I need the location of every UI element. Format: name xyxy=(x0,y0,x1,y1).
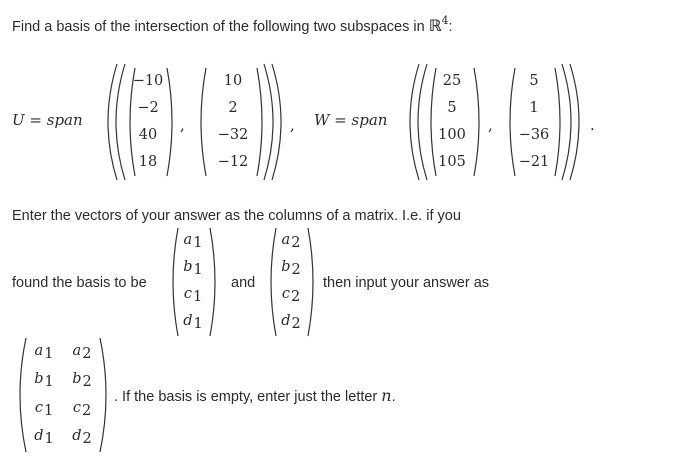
example-vec2-right-paren xyxy=(306,226,318,338)
matrix-entry: d2 xyxy=(72,428,92,447)
vector-entry: 2 xyxy=(228,100,238,117)
instructions-then: then input your answer as xyxy=(323,275,490,291)
u-vector-2 xyxy=(212,68,254,176)
vector-entry: 40 xyxy=(138,127,158,144)
comma: , xyxy=(180,116,185,134)
u-vector-1 xyxy=(130,68,166,176)
vector-entry: 100 xyxy=(438,127,466,144)
vector-entry: a1 xyxy=(183,231,203,251)
vector-entry: 25 xyxy=(442,73,462,90)
empty-suffix: . xyxy=(391,389,396,405)
subspace-w-label xyxy=(314,111,387,129)
space-dimension: 4 xyxy=(441,14,449,27)
instructions-empty xyxy=(114,386,396,405)
matrix-entry: b1 xyxy=(34,371,54,390)
w-vector-1 xyxy=(432,68,472,176)
u-span-label: U = span xyxy=(12,111,83,129)
vector-entry: d1 xyxy=(183,312,203,332)
u-outer-left-paren xyxy=(97,62,127,182)
matrix-entry: a2 xyxy=(72,342,92,362)
vector-entry: 18 xyxy=(138,154,158,171)
u-outer-right-paren xyxy=(262,62,292,182)
matrix-entry: c1 xyxy=(34,399,54,419)
comma: , xyxy=(290,116,295,134)
example-vec1-right-paren xyxy=(208,226,220,338)
vector-entry: c1 xyxy=(183,285,203,305)
matrix-entry: b2 xyxy=(72,371,92,390)
space-symbol: ℝ xyxy=(428,16,442,35)
period: . xyxy=(590,116,595,134)
vector-entry: 5 xyxy=(447,100,457,117)
matrix-entry: c2 xyxy=(72,399,92,419)
vector-entry: b1 xyxy=(183,258,203,278)
matrix-column-1 xyxy=(28,338,60,452)
vector-entry: b2 xyxy=(281,258,301,278)
instructions-found: found the basis to be xyxy=(12,275,147,291)
vector-entry: 105 xyxy=(438,154,466,171)
comma: , xyxy=(488,116,493,134)
vector-entry: −36 xyxy=(518,127,550,144)
vector-entry: 10 xyxy=(223,73,243,90)
matrix-column-2 xyxy=(66,338,98,452)
example-vector-1 xyxy=(178,228,208,336)
empty-prefix: . If the basis is empty, enter just the letter xyxy=(114,389,382,405)
vector-entry: c2 xyxy=(281,285,301,305)
w-outer-right-paren xyxy=(560,62,590,182)
vector-entry: d2 xyxy=(281,312,301,332)
vector-entry: a2 xyxy=(281,231,301,251)
vector-entry: 1 xyxy=(529,100,539,117)
question-intro xyxy=(12,14,453,35)
w-outer-left-paren xyxy=(399,62,429,182)
example-vector-2 xyxy=(276,228,306,336)
intro-suffix: : xyxy=(448,19,453,35)
vector-entry: −32 xyxy=(217,127,249,144)
instructions-line1: Enter the vectors of your answer as the columns of a matrix. I.e. if you xyxy=(12,208,461,224)
matrix-entry: d1 xyxy=(34,428,54,447)
w-vector-2 xyxy=(514,68,554,176)
matrix-right-paren xyxy=(98,336,112,454)
w-vec1-right-paren xyxy=(472,66,484,178)
w-span-label: W = span xyxy=(314,111,388,129)
matrix-entry: a1 xyxy=(34,342,54,362)
matrix-left-paren xyxy=(14,336,28,454)
u-vec2-left-paren xyxy=(196,66,208,178)
u-vec1-right-paren xyxy=(165,66,177,178)
vector-entry: −2 xyxy=(137,100,159,117)
instructions-and: and xyxy=(231,275,256,291)
vector-entry: 5 xyxy=(529,73,539,90)
vector-entry: −12 xyxy=(217,154,249,171)
subspace-u-label xyxy=(12,111,83,129)
vector-entry: −10 xyxy=(132,73,164,90)
vector-entry: −21 xyxy=(518,154,550,171)
intro-prefix: Find a basis of the intersection of the following two subspaces in xyxy=(12,19,429,35)
empty-letter: n xyxy=(381,386,392,405)
